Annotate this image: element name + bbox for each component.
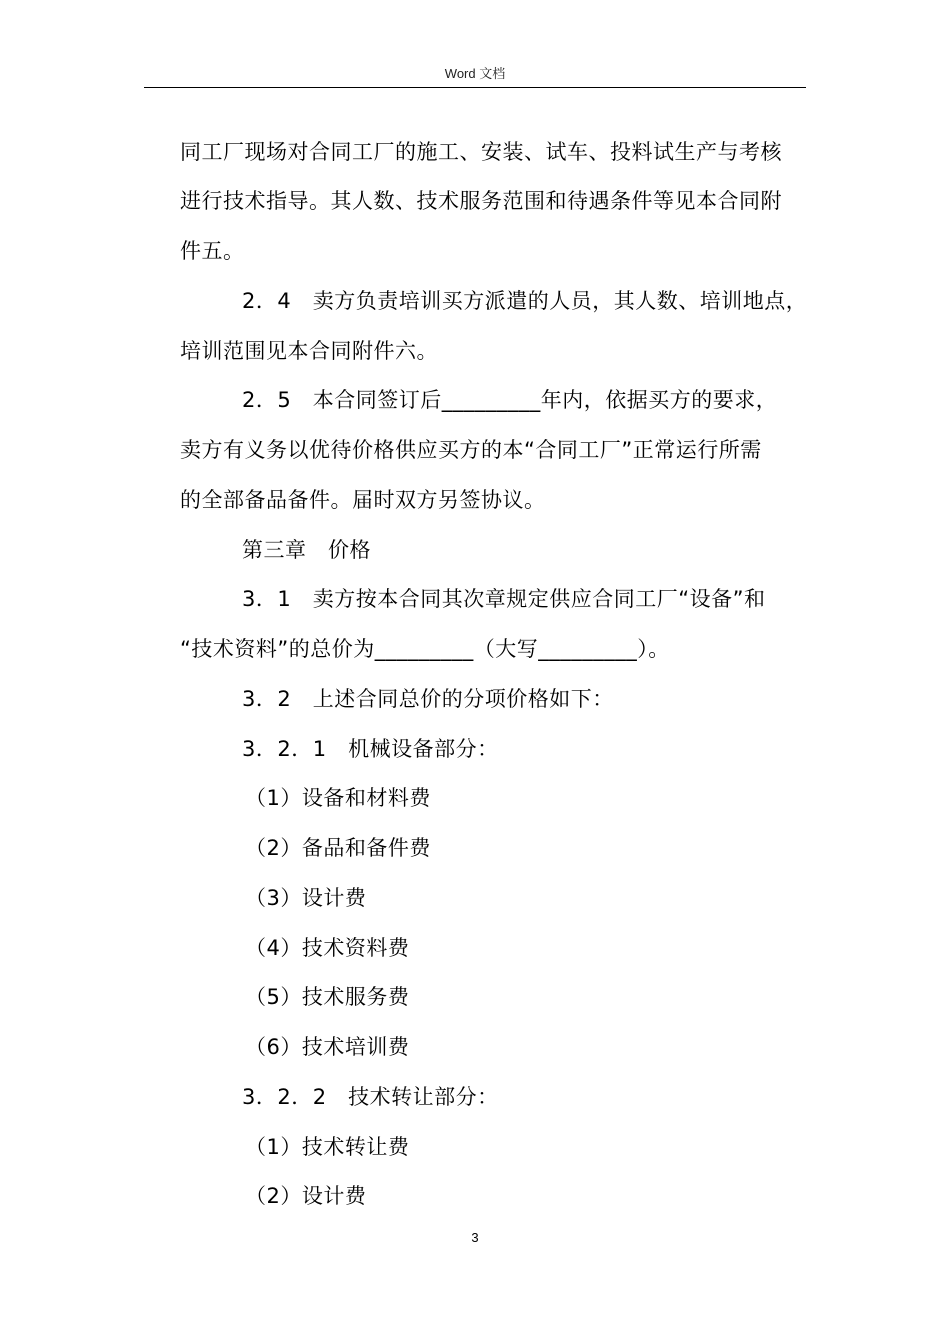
list-item: （2）备品和备件费 xyxy=(245,836,431,860)
list-item: （1）技术转让费 xyxy=(245,1135,410,1159)
list-item: （4）技术资料费 xyxy=(245,936,410,960)
list-item: （2）设计费 xyxy=(245,1184,367,1208)
paragraph-line: 培训范围见本合同附件六。 xyxy=(180,339,438,363)
clause-2-4: 2．4 卖方负责培训买方派遣的人员，其人数、培训地点， xyxy=(242,289,808,313)
list-item: （1）设备和材料费 xyxy=(245,786,431,810)
header-divider xyxy=(144,87,806,88)
list-item: （3）设计费 xyxy=(245,886,367,910)
paragraph-line: “技术资料”的总价为_________（大写_________）。 xyxy=(180,637,670,661)
clause-2-5: 2．5 本合同签订后_________年内，依据买方的要求， xyxy=(242,388,778,412)
clause-3-1: 3．1 卖方按本合同其次章规定供应合同工厂“设备”和 xyxy=(242,587,766,611)
chapter-heading: 第三章 价格 xyxy=(242,538,371,562)
paragraph-line: 的全部备品备件。届时双方另签协议。 xyxy=(180,488,546,512)
page-number: 3 xyxy=(471,1230,479,1245)
page-header: Word 文档 xyxy=(444,66,506,81)
clause-3-2-2: 3．2．2 技术转让部分： xyxy=(242,1085,499,1109)
paragraph-line: 同工厂现场对合同工厂的施工、安装、试车、投料试生产与考核 xyxy=(180,140,782,164)
list-item: （5）技术服务费 xyxy=(245,985,410,1009)
clause-3-2: 3．2 上述合同总价的分项价格如下： xyxy=(242,687,614,711)
paragraph-line: 进行技术指导。其人数、技术服务范围和待遇条件等见本合同附 xyxy=(180,189,782,213)
paragraph-line: 卖方有义务以优待价格供应买方的本“合同工厂”正常运行所需 xyxy=(180,438,762,462)
paragraph-line: 件五。 xyxy=(180,239,245,263)
list-item: （6）技术培训费 xyxy=(245,1035,410,1059)
clause-3-2-1: 3．2．1 机械设备部分： xyxy=(242,737,499,761)
